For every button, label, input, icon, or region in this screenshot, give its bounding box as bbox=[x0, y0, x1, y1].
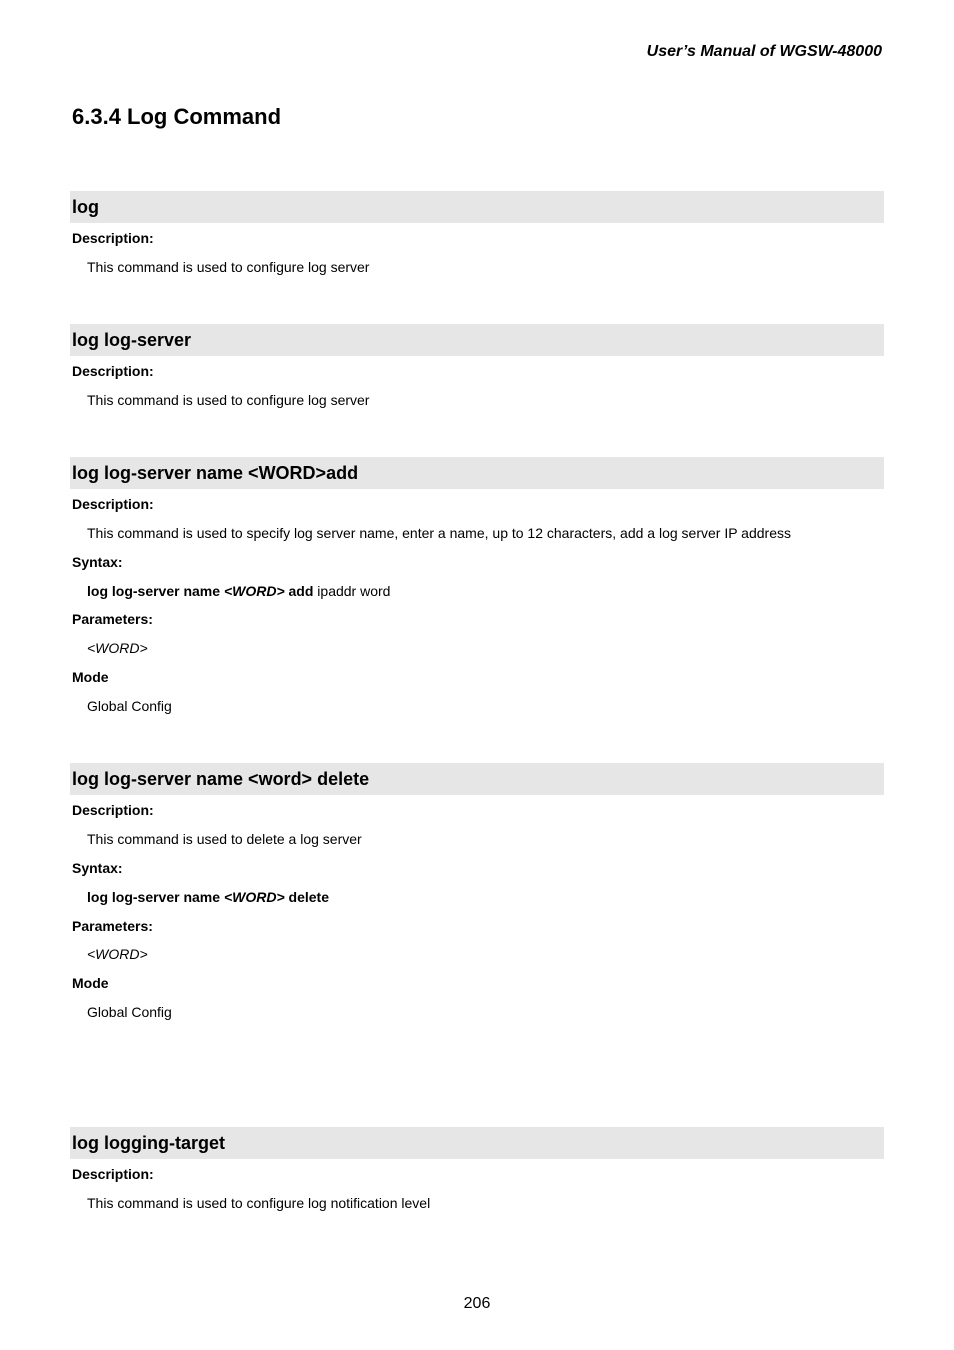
syntax-keyword: add bbox=[284, 583, 314, 599]
syntax-keyword: delete bbox=[284, 889, 329, 905]
command-description: This command is used to configure log server bbox=[87, 392, 370, 408]
command-description: This command is used to specify log server name, enter a name, up to 12 characters, add a log server IP address bbox=[87, 525, 791, 541]
command-heading-logging-target: log logging-target bbox=[70, 1127, 884, 1159]
mode-label: Mode bbox=[72, 975, 109, 991]
manual-header-title: User’s Manual of WGSW-48000 bbox=[646, 43, 882, 60]
section-title: 6.3.4 Log Command bbox=[72, 104, 282, 129]
parameters-label: Parameters: bbox=[72, 611, 153, 627]
command-description: This command is used to delete a log server bbox=[87, 831, 362, 847]
command-description: This command is used to configure log notification level bbox=[87, 1195, 431, 1211]
description-label: Description: bbox=[72, 363, 154, 379]
command-description: This command is used to configure log server bbox=[87, 259, 370, 275]
command-heading-log-server-add: log log-server name <WORD>add bbox=[70, 457, 884, 489]
syntax-param: <WORD> bbox=[223, 889, 285, 905]
syntax-label: Syntax: bbox=[72, 554, 123, 570]
command-heading-log-server: log log-server bbox=[70, 324, 884, 356]
command-heading-log-server-delete: log log-server name <word> delete bbox=[70, 763, 884, 795]
description-label: Description: bbox=[72, 802, 154, 818]
description-label: Description: bbox=[72, 496, 154, 512]
description-label: Description: bbox=[72, 230, 154, 246]
parameters-label: Parameters: bbox=[72, 918, 153, 934]
syntax-command: log log-server name bbox=[87, 583, 224, 599]
page-number: 206 bbox=[463, 1295, 491, 1312]
syntax-label: Syntax: bbox=[72, 860, 123, 876]
command-syntax bbox=[87, 583, 390, 599]
mode-value: Global Config bbox=[87, 698, 172, 714]
syntax-command: log log-server name bbox=[87, 889, 224, 905]
command-heading-log: log bbox=[70, 191, 884, 223]
description-label: Description: bbox=[72, 1166, 154, 1182]
parameter-word: <WORD> bbox=[87, 640, 148, 656]
mode-label: Mode bbox=[72, 669, 109, 685]
command-syntax bbox=[87, 889, 329, 905]
mode-value: Global Config bbox=[87, 1004, 172, 1020]
syntax-args: ipaddr word bbox=[313, 583, 391, 599]
parameter-word: <WORD> bbox=[87, 946, 148, 962]
syntax-param: <WORD> bbox=[223, 583, 285, 599]
